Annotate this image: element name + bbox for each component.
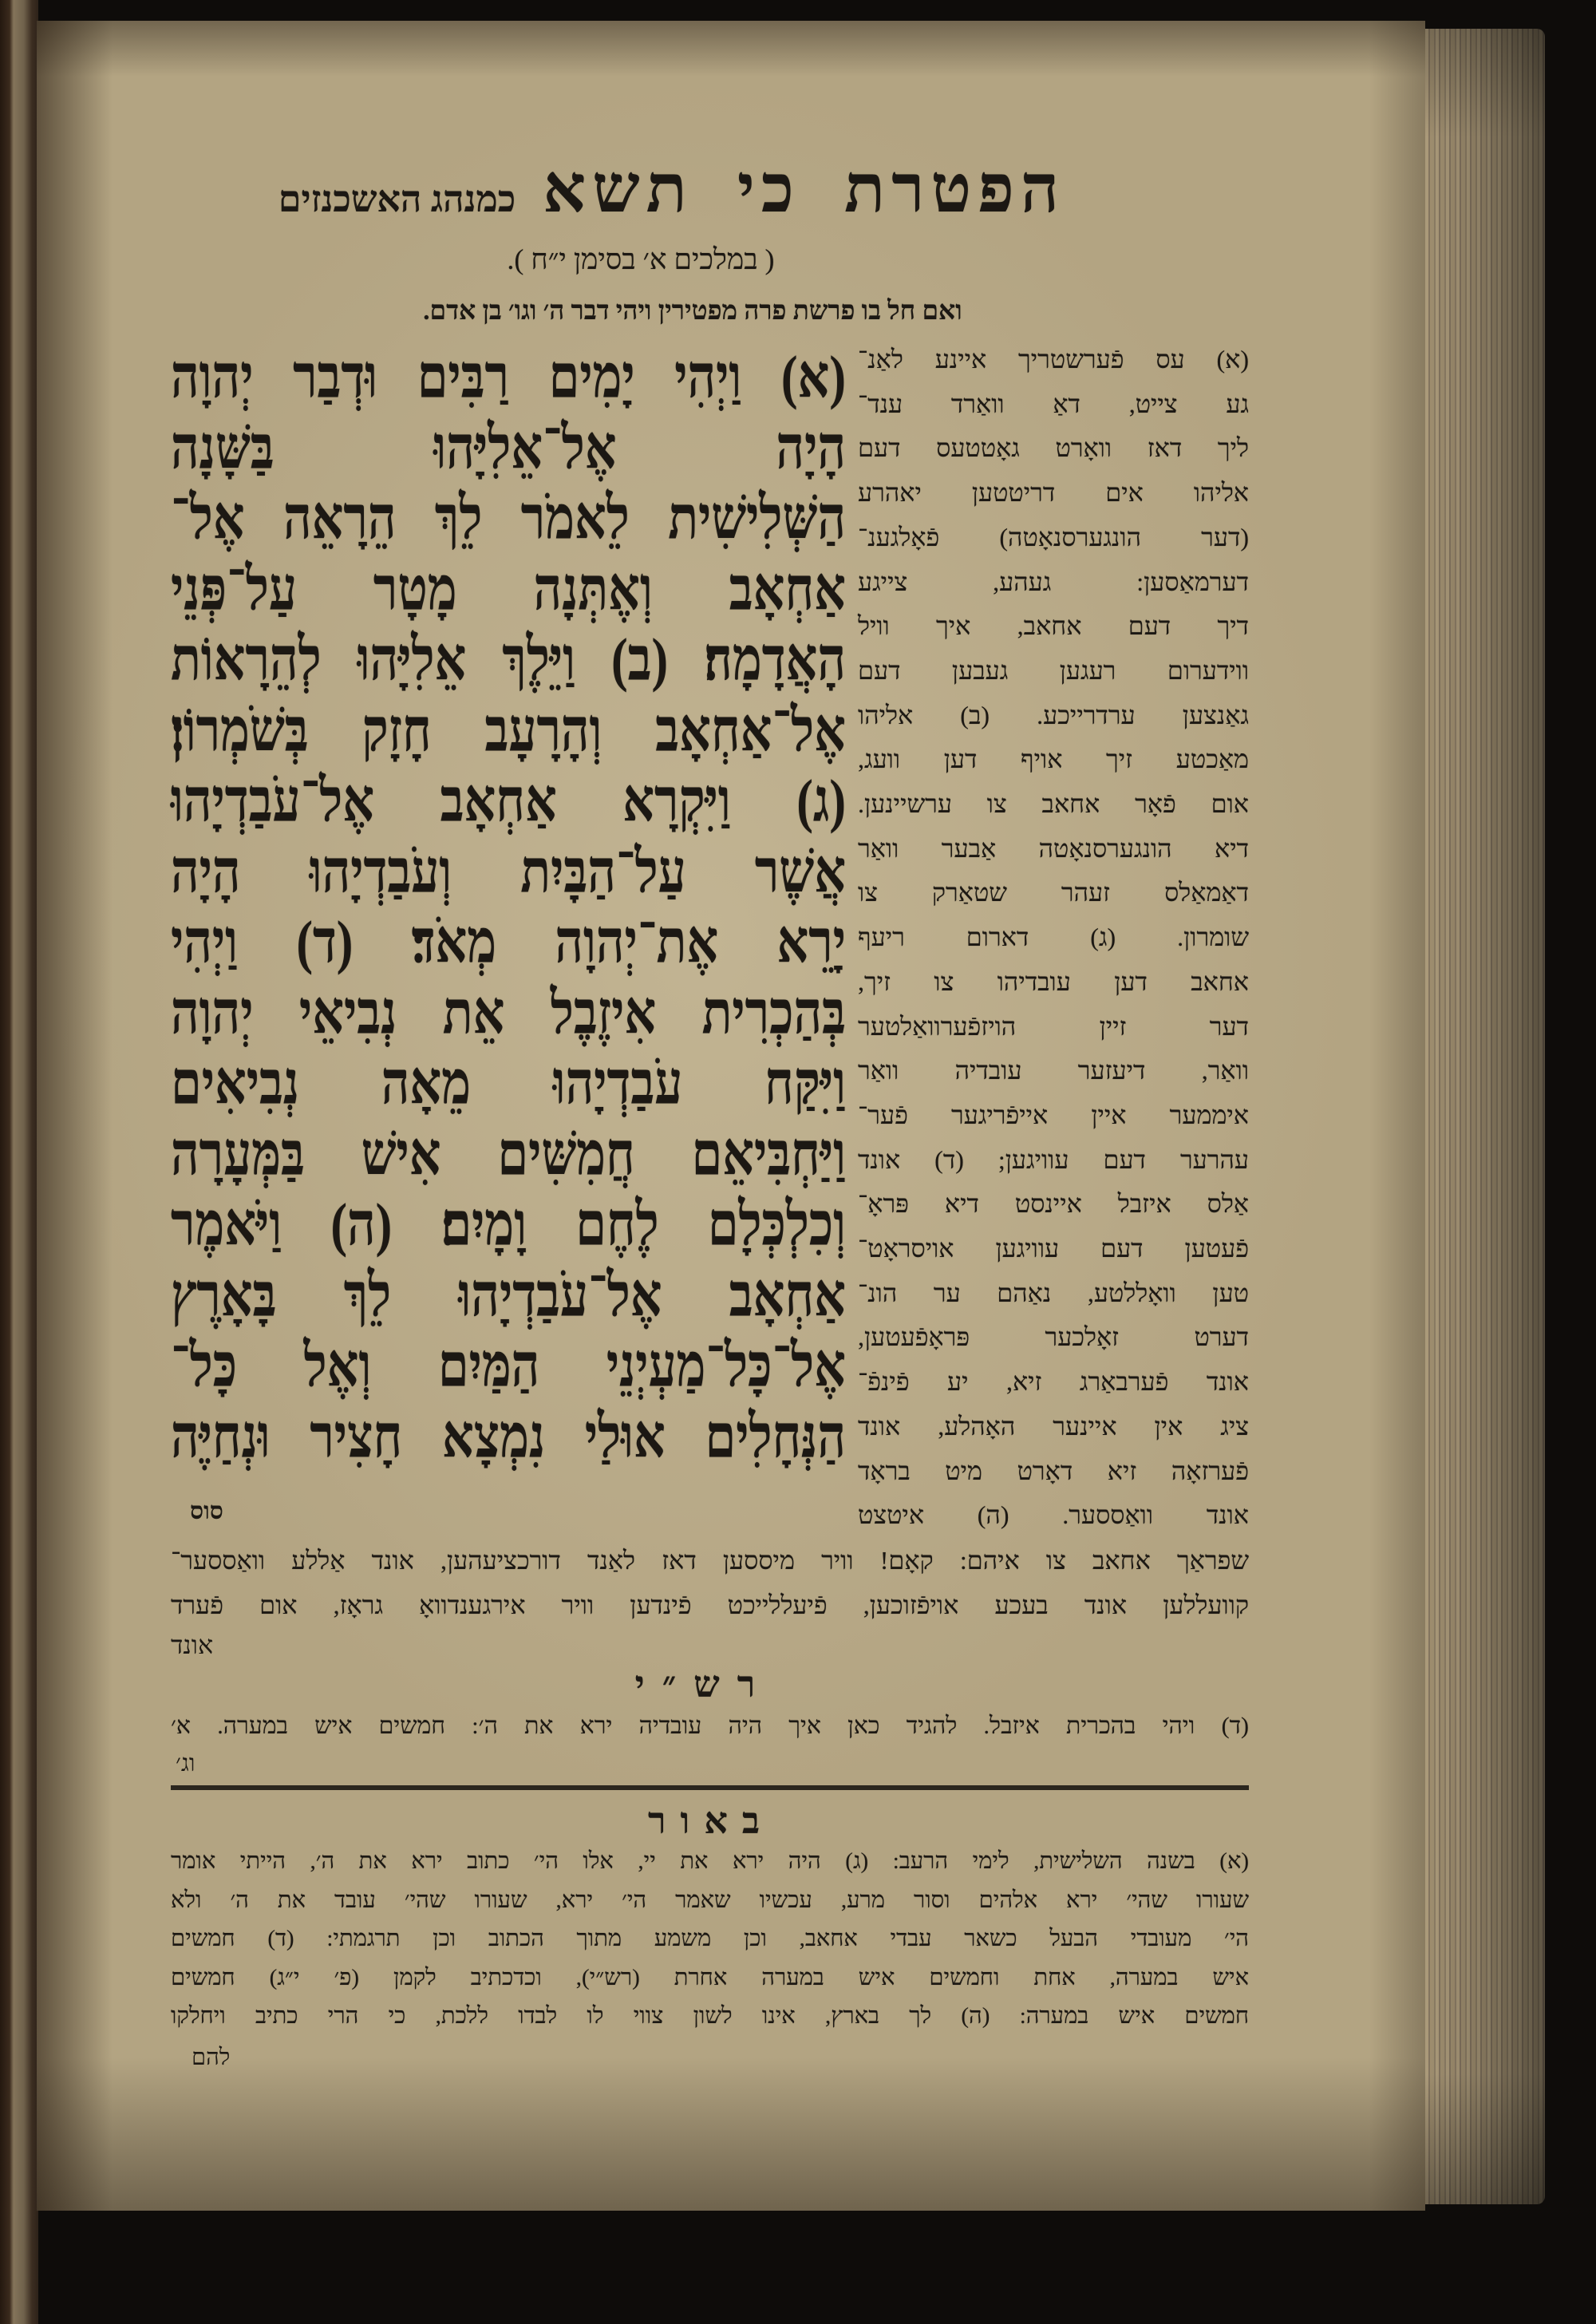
translation-line: קוועללען אונד בעכע אויפֿזוכען, פֿיעללייכט פֿינדען וויר אירגענדוואָ גראָז, אום פֿערד [171, 1591, 1249, 1619]
haftarah-text-column [171, 343, 846, 1473]
translation-line: דער זיין הויזפֿערוואַלטער [858, 1011, 1249, 1041]
haftarah-title: הפטרת כי תשא [543, 152, 1066, 227]
verse-line: וְכִלְכְּלָם לֶחֶם וָמָיִם׃ (ה) וַיֹּאמֶר [171, 1192, 846, 1259]
translation-catchword: אונד [171, 1630, 214, 1659]
page-heading [244, 150, 1100, 230]
translation-continuation [171, 1538, 1249, 1627]
biur-catchword: להם [192, 2045, 231, 2070]
biur-line: (א) בשנה השלישית, לימי הרעב: (ג) היה ירא את יי, אלו הי׳ כתוב ירא את ה׳, הייתי אומר [171, 1848, 1249, 1874]
verse-line: אֶל־אַחְאָב וְהָרָעָב חָזָק בְּשֹׁמְרוֹן׃ [171, 697, 846, 764]
verse-line: אַחְאָב אֶל־עֹבַדְיָהוּ לֵךְ בָּאָרֶץ [171, 1262, 846, 1329]
translation-line: גאַנצען ערדרייכע. (ב) אליהו [858, 700, 1249, 729]
rashi-commentary [171, 1708, 1249, 1745]
biur-line: איש במערה, אחת וחמשים איש במערה אחרת (רש״י), וכדכתיב לקמן (פ׳ י״ג) חמשים [171, 1964, 1249, 1990]
verse-line: אֶל־כָּל־מַעְיְנֵי הַמַּיִם וְאֶל כָּל־ [171, 1333, 846, 1400]
translation-line: (דער הונגערסנאָטה) פֿאָלגענ־ [858, 522, 1249, 551]
parashat-parah-note: ואם חל בו פרשת פרה מפטירין ויהי דבר ה׳ וגו׳ בן אדם. [423, 297, 962, 326]
verse-line: הַשְּׁלִישִׁית לֵאמֹר לֵךְ הֵרָאֵה אֶל־ [171, 485, 846, 552]
translation-line: ציג אין איינער האָהלע, אונד [858, 1411, 1249, 1441]
verse-line: אֲשֶׁר עַל־הַבָּיִת וְעֹבַדְיָהוּ הָיָה [171, 838, 846, 905]
translation-line: פֿעטען דעם עוויגען אויסראָט־ [858, 1234, 1249, 1263]
verse-line: הָאֲדָמָה׃ (ב) וַיֵּלֶךְ אֵלִיָּהוּ לְהֵרָאוֹת [171, 626, 846, 694]
main-catchword: סוס [190, 1498, 223, 1524]
biur-heading: באור [647, 1800, 775, 1841]
verse-line: הָיָה אֶל־אֵלִיָּהוּ בַּשָּׁנָה [171, 414, 846, 481]
translation-line: וואַר, דיעזער עובדיה וואַר [858, 1056, 1249, 1085]
rashi-catchword: וג׳ [176, 1750, 196, 1777]
biur-line: חמשים איש במערה: (ה) לך בארץ, אינו לשון צווי לו לבדו ללכת, כי הרי כתיב ויחלקו [171, 2003, 1249, 2029]
translation-line: אונד וואַססער. (ה) איטצט [858, 1500, 1249, 1530]
translation-line: טען וואָללטע, נאַהם ער הונ־ [858, 1278, 1249, 1307]
translation-column [858, 338, 1249, 1538]
translation-line: אחאב דען עובדיהו צו זיך, [858, 966, 1249, 996]
translation-line: דיא הונגערסנאָטה אַבער וואַר [858, 833, 1249, 863]
translation-line: עהרער דעם עוויגען; (ד) אונד [858, 1144, 1249, 1174]
translation-line: פֿערזאָה זיא דאָרט מיט בראָד [858, 1456, 1249, 1485]
verse-line: בְּהַכְרִית אִיזֶבֶל אֵת נְבִיאֵי יְהוָה [171, 979, 846, 1046]
translation-line: דערט זאָלכער פּראָפֿעטען, [858, 1322, 1249, 1352]
translation-line: דיך דעם אחאב, איך וויל [858, 611, 1249, 641]
translation-line: דאַמאַלס זעהר שטאַרק צו [858, 878, 1249, 907]
book-binding [0, 0, 38, 2324]
verse-line: (ג) וַיִּקְרָא אַחְאָב אֶל־עֹבַדְיָהוּ [171, 768, 846, 835]
translation-line: דערמאַסען: געהע, צייגע [858, 567, 1249, 596]
page-edges [1425, 29, 1545, 2204]
translation-line: אונד פֿערבאַרג זיא, יע פֿינפֿ־ [858, 1367, 1249, 1397]
rashi-line: (ד) ויהי בהכרית איזבל. להגיד כאן איך היה עובדיה ירא את ה׳: חמשים איש במערה. א׳ [171, 1713, 1249, 1739]
translation-line: אום פֿאָר אחאב צו ערשיינען. [858, 789, 1249, 819]
verse-line: אַחְאָב וְאֶתְּנָה מָטָר עַל־פְּנֵי [171, 555, 846, 622]
biur-line: הי׳ מעובדי הבעל כשאר עבדי אחאב, וכן משמע מתוך הכתוב וכן תרגמתי: (ד) חמשים [171, 1926, 1249, 1951]
translation-line: ליך דאז וואָרט גאָטטעס דעם [858, 433, 1249, 463]
translation-line: שומרון. (ג) דארום ריעף [858, 923, 1249, 952]
source-reference: ( במלכים א׳ בסימן י״ח ). [507, 243, 775, 275]
verse-line: הַנְּחָלִים אוּלַי נִמְצָא חָצִיר וּנְחַיֶּה [171, 1403, 846, 1470]
translation-line: שפראַך אחאב צו איהם: קאָם! וויר מיססען דאז לאַנד דורכציעהען, אונד אַללע וואַססער־ [171, 1546, 1249, 1575]
translation-line: איממער איין אייפֿריגער פֿער־ [858, 1100, 1249, 1129]
verse-line: (א) וַיְהִי יָמִים רַבִּים וּדְבַר יְהוָה [171, 344, 846, 411]
translation-line: (א) עס פֿערשטריך איינע לאַנ־ [858, 345, 1249, 374]
translation-line: ווידערום רעגען געבען דעם [858, 655, 1249, 685]
translation-line: מאַכטע זיך אויף דען וועג, [858, 745, 1249, 774]
verse-line: וַיִּקַּח עֹבַדְיָהוּ מֵאָה נְבִיאִים [171, 1050, 846, 1117]
section-divider [171, 1785, 1249, 1790]
rashi-heading: רש״י [634, 1664, 773, 1705]
translation-line: גע צייט, דאַ וואַרד ענד־ [858, 389, 1249, 418]
biur-line: שעורו שהי׳ ירא אלהים וסור מרע, עכשיו שאמר הי׳ ירא, שעורו שהי׳ עובד את ה׳ ולא [171, 1887, 1249, 1913]
biur-commentary [171, 1842, 1249, 2036]
verse-line: יָרֵא אֶת־יְהוָה מְאֹד׃ (ד) וַיְהִי [171, 909, 846, 976]
custom-subtitle: כמנהג האשכנזים [278, 179, 516, 219]
translation-line: אַלס איזבל איינסט דיא פּראָ־ [858, 1189, 1249, 1219]
verse-line: וַיַּחְבִּיאֵם חֲמִשִּׁים אִישׁ בַּמְּעָרָה [171, 1120, 846, 1188]
translation-line: אליהו אים דריטטען יאהרע [858, 478, 1249, 508]
